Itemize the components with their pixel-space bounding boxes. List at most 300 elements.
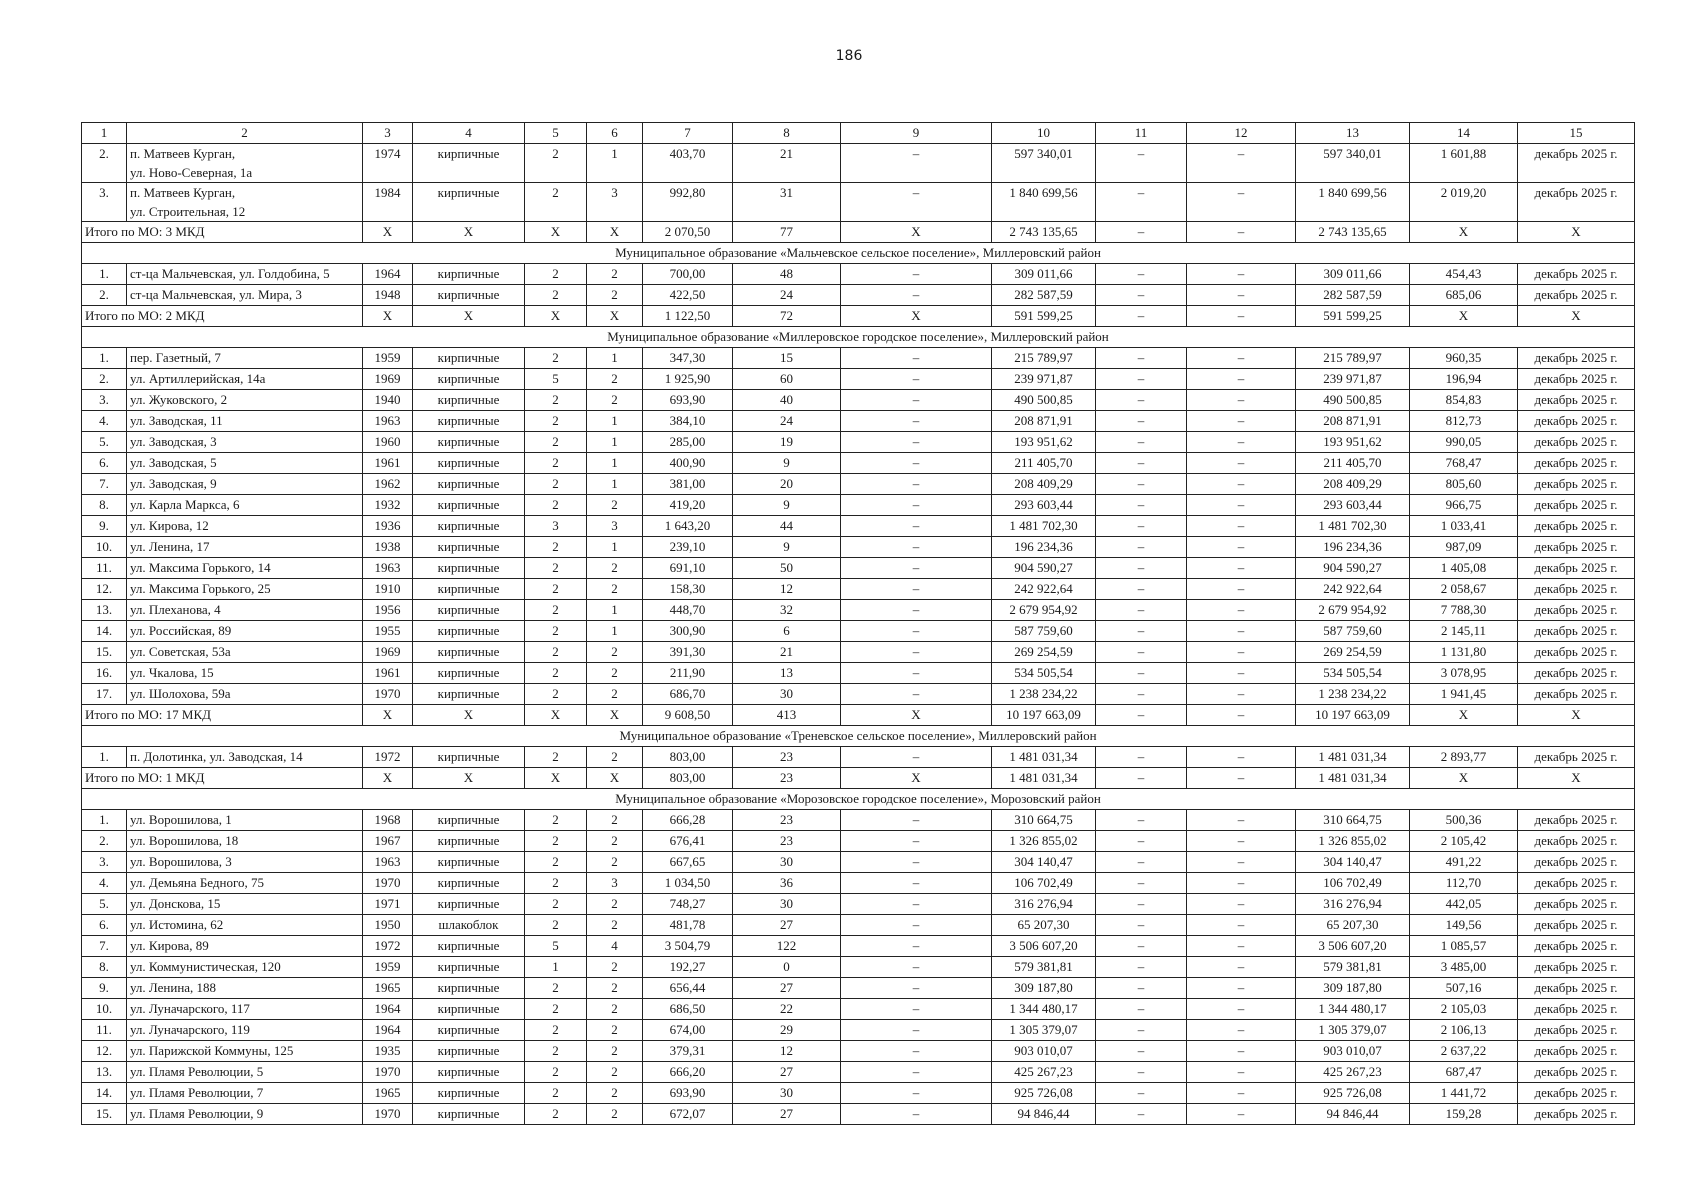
cell-c12: – xyxy=(1187,474,1296,495)
cell-c14: 1 085,57 xyxy=(1410,936,1518,957)
cell-c13: 309 187,80 xyxy=(1296,978,1410,999)
address-line: ул. Кирова, 12 xyxy=(130,518,209,533)
cell-c6: 2 xyxy=(587,579,643,600)
cell-c10: 2 679 954,92 xyxy=(992,600,1096,621)
row-number: 13. xyxy=(82,1062,127,1083)
cell-c5: 2 xyxy=(525,600,587,621)
cell-c13: 587 759,60 xyxy=(1296,621,1410,642)
cell-c8: 21 xyxy=(733,144,841,183)
cell-c13: 269 254,59 xyxy=(1296,642,1410,663)
cell-c9: – xyxy=(841,747,992,768)
column-number: 6 xyxy=(587,123,643,144)
cell-material: кирпичные xyxy=(413,894,525,915)
cell-material: кирпичные xyxy=(413,390,525,411)
cell-c8: 27 xyxy=(733,1104,841,1125)
address-cell xyxy=(127,453,363,474)
cell-c15: декабрь 2025 г. xyxy=(1518,1083,1635,1104)
cell-year: 1938 xyxy=(363,537,413,558)
cell-c11: – xyxy=(1096,411,1187,432)
cell-year: 1936 xyxy=(363,516,413,537)
cell-c5: 2 xyxy=(525,1104,587,1125)
cell-c15: декабрь 2025 г. xyxy=(1518,579,1635,600)
row-number: 3. xyxy=(82,183,127,222)
cell-year: 1940 xyxy=(363,390,413,411)
total-c5: X xyxy=(525,768,587,789)
cell-c8: 30 xyxy=(733,684,841,705)
cell-c11: – xyxy=(1096,183,1187,222)
cell-c12: – xyxy=(1187,747,1296,768)
cell-c15: декабрь 2025 г. xyxy=(1518,558,1635,579)
cell-c5: 2 xyxy=(525,537,587,558)
cell-c9: – xyxy=(841,873,992,894)
cell-c11: – xyxy=(1096,915,1187,936)
cell-c15: декабрь 2025 г. xyxy=(1518,642,1635,663)
table-row xyxy=(82,873,1635,894)
cell-c9: – xyxy=(841,810,992,831)
total-c14: X xyxy=(1410,705,1518,726)
cell-c11: – xyxy=(1096,621,1187,642)
address-line: ул. Максима Горького, 25 xyxy=(130,581,271,596)
cell-c8: 122 xyxy=(733,936,841,957)
cell-c8: 27 xyxy=(733,978,841,999)
cell-c7: 192,27 xyxy=(643,957,733,978)
row-number: 14. xyxy=(82,1083,127,1104)
cell-c12: – xyxy=(1187,936,1296,957)
row-number: 8. xyxy=(82,495,127,516)
cell-c5: 2 xyxy=(525,432,587,453)
cell-c12: – xyxy=(1187,516,1296,537)
cell-c15: декабрь 2025 г. xyxy=(1518,432,1635,453)
row-number: 3. xyxy=(82,390,127,411)
cell-c13: 925 726,08 xyxy=(1296,1083,1410,1104)
cell-c5: 2 xyxy=(525,999,587,1020)
cell-c14: 2 893,77 xyxy=(1410,747,1518,768)
cell-c7: 347,30 xyxy=(643,348,733,369)
cell-c13: 2 679 954,92 xyxy=(1296,600,1410,621)
column-number-row xyxy=(82,123,1635,144)
cell-c12: – xyxy=(1187,1041,1296,1062)
address-cell xyxy=(127,144,363,183)
cell-c11: – xyxy=(1096,957,1187,978)
table-row xyxy=(82,810,1635,831)
row-number: 2. xyxy=(82,369,127,390)
total-c13: 2 743 135,65 xyxy=(1296,222,1410,243)
cell-c8: 23 xyxy=(733,747,841,768)
cell-c15: декабрь 2025 г. xyxy=(1518,264,1635,285)
cell-c10: 208 409,29 xyxy=(992,474,1096,495)
address-cell xyxy=(127,684,363,705)
cell-c6: 4 xyxy=(587,936,643,957)
cell-c10: 904 590,27 xyxy=(992,558,1096,579)
table-row xyxy=(82,369,1635,390)
cell-c7: 1 034,50 xyxy=(643,873,733,894)
cell-c8: 9 xyxy=(733,495,841,516)
cell-material: кирпичные xyxy=(413,642,525,663)
address-line: ул. Ново-Северная, 1а xyxy=(130,165,253,180)
cell-year: 1964 xyxy=(363,999,413,1020)
cell-c14: 442,05 xyxy=(1410,894,1518,915)
total-c13: 591 599,25 xyxy=(1296,306,1410,327)
address-cell xyxy=(127,600,363,621)
address-cell xyxy=(127,1083,363,1104)
cell-c6: 1 xyxy=(587,474,643,495)
cell-c14: 2 019,20 xyxy=(1410,183,1518,222)
cell-c14: 3 078,95 xyxy=(1410,663,1518,684)
cell-c15: декабрь 2025 г. xyxy=(1518,936,1635,957)
cell-c5: 2 xyxy=(525,1062,587,1083)
cell-c10: 587 759,60 xyxy=(992,621,1096,642)
cell-year: 1950 xyxy=(363,915,413,936)
address-cell xyxy=(127,264,363,285)
cell-material: кирпичные xyxy=(413,411,525,432)
table-row xyxy=(82,1083,1635,1104)
cell-c15: декабрь 2025 г. xyxy=(1518,684,1635,705)
cell-year: 1969 xyxy=(363,642,413,663)
cell-c14: 454,43 xyxy=(1410,264,1518,285)
cell-c8: 29 xyxy=(733,1020,841,1041)
cell-c15: декабрь 2025 г. xyxy=(1518,183,1635,222)
cell-c15: декабрь 2025 г. xyxy=(1518,348,1635,369)
cell-c10: 309 187,80 xyxy=(992,978,1096,999)
address-line: ул. Истомина, 62 xyxy=(130,917,224,932)
cell-c11: – xyxy=(1096,936,1187,957)
cell-c10: 316 276,94 xyxy=(992,894,1096,915)
cell-c12: – xyxy=(1187,453,1296,474)
address-line: ул. Российская, 89 xyxy=(130,623,232,638)
cell-c8: 30 xyxy=(733,852,841,873)
column-number: 4 xyxy=(413,123,525,144)
table-row xyxy=(82,957,1635,978)
cell-c8: 48 xyxy=(733,264,841,285)
address-cell xyxy=(127,537,363,558)
cell-c14: 507,16 xyxy=(1410,978,1518,999)
cell-c15: декабрь 2025 г. xyxy=(1518,894,1635,915)
total-c8: 23 xyxy=(733,768,841,789)
column-number: 13 xyxy=(1296,123,1410,144)
cell-c12: – xyxy=(1187,621,1296,642)
cell-material: шлакоблок xyxy=(413,915,525,936)
cell-c13: 1 305 379,07 xyxy=(1296,1020,1410,1041)
cell-c14: 1 405,08 xyxy=(1410,558,1518,579)
column-number: 1 xyxy=(82,123,127,144)
address-line: ул. Советская, 53а xyxy=(130,644,231,659)
row-number: 7. xyxy=(82,936,127,957)
cell-c7: 666,28 xyxy=(643,810,733,831)
cell-c6: 2 xyxy=(587,810,643,831)
cell-c14: 1 441,72 xyxy=(1410,1083,1518,1104)
cell-c6: 2 xyxy=(587,1083,643,1104)
cell-year: 1932 xyxy=(363,495,413,516)
total-c10: 1 481 031,34 xyxy=(992,768,1096,789)
cell-c5: 2 xyxy=(525,810,587,831)
cell-c6: 2 xyxy=(587,264,643,285)
cell-c13: 1 344 480,17 xyxy=(1296,999,1410,1020)
cell-c13: 94 846,44 xyxy=(1296,1104,1410,1125)
cell-c10: 239 971,87 xyxy=(992,369,1096,390)
cell-c9: – xyxy=(841,411,992,432)
table-row xyxy=(82,495,1635,516)
cell-c14: 812,73 xyxy=(1410,411,1518,432)
row-number: 1. xyxy=(82,810,127,831)
cell-c7: 422,50 xyxy=(643,285,733,306)
cell-c5: 2 xyxy=(525,348,587,369)
cell-c8: 9 xyxy=(733,453,841,474)
row-number: 15. xyxy=(82,1104,127,1125)
cell-c13: 903 010,07 xyxy=(1296,1041,1410,1062)
cell-c10: 597 340,01 xyxy=(992,144,1096,183)
cell-c13: 1 840 699,56 xyxy=(1296,183,1410,222)
address-line: ул. Коммунистическая, 120 xyxy=(130,959,281,974)
table-row xyxy=(82,144,1635,183)
total-c9: X xyxy=(841,222,992,243)
total-c8: 72 xyxy=(733,306,841,327)
cell-c12: – xyxy=(1187,558,1296,579)
cell-c12: – xyxy=(1187,1062,1296,1083)
cell-year: 1955 xyxy=(363,621,413,642)
cell-material: кирпичные xyxy=(413,495,525,516)
cell-c8: 21 xyxy=(733,642,841,663)
cell-c7: 300,90 xyxy=(643,621,733,642)
cell-c15: декабрь 2025 г. xyxy=(1518,453,1635,474)
cell-c9: – xyxy=(841,831,992,852)
total-c5: X xyxy=(525,306,587,327)
cell-c15: декабрь 2025 г. xyxy=(1518,1062,1635,1083)
cell-c15: декабрь 2025 г. xyxy=(1518,411,1635,432)
address-line: ул. Заводская, 11 xyxy=(130,413,223,428)
address-cell xyxy=(127,558,363,579)
cell-c15: декабрь 2025 г. xyxy=(1518,957,1635,978)
cell-c10: 304 140,47 xyxy=(992,852,1096,873)
cell-c11: – xyxy=(1096,537,1187,558)
cell-c9: – xyxy=(841,537,992,558)
cell-c12: – xyxy=(1187,894,1296,915)
cell-c11: – xyxy=(1096,516,1187,537)
total-c9: X xyxy=(841,705,992,726)
cell-c7: 656,44 xyxy=(643,978,733,999)
table-row xyxy=(82,852,1635,873)
row-number: 5. xyxy=(82,894,127,915)
total-label: Итого по МО: 2 МКД xyxy=(82,306,363,327)
address-cell xyxy=(127,747,363,768)
cell-year: 1948 xyxy=(363,285,413,306)
table-row xyxy=(82,831,1635,852)
row-number: 7. xyxy=(82,474,127,495)
cell-c11: – xyxy=(1096,285,1187,306)
cell-c11: – xyxy=(1096,873,1187,894)
cell-year: 1962 xyxy=(363,474,413,495)
cell-c13: 3 506 607,20 xyxy=(1296,936,1410,957)
cell-c9: – xyxy=(841,894,992,915)
cell-year: 1964 xyxy=(363,264,413,285)
address-line: ул. Пламя Революции, 5 xyxy=(130,1064,264,1079)
cell-c15: декабрь 2025 г. xyxy=(1518,1041,1635,1062)
row-number: 10. xyxy=(82,999,127,1020)
cell-c12: – xyxy=(1187,873,1296,894)
cell-c6: 2 xyxy=(587,558,643,579)
table-row xyxy=(82,183,1635,222)
cell-year: 1959 xyxy=(363,957,413,978)
cell-c8: 20 xyxy=(733,474,841,495)
cell-c14: 500,36 xyxy=(1410,810,1518,831)
cell-c8: 12 xyxy=(733,1041,841,1062)
cell-c8: 23 xyxy=(733,831,841,852)
cell-c10: 309 011,66 xyxy=(992,264,1096,285)
address-cell xyxy=(127,810,363,831)
cell-c8: 30 xyxy=(733,894,841,915)
cell-c15: декабрь 2025 г. xyxy=(1518,621,1635,642)
cell-c12: – xyxy=(1187,957,1296,978)
cell-c8: 60 xyxy=(733,369,841,390)
cell-c14: 2 105,03 xyxy=(1410,999,1518,1020)
address-line: ул. Луначарского, 119 xyxy=(130,1022,250,1037)
cell-year: 1964 xyxy=(363,1020,413,1041)
cell-c13: 425 267,23 xyxy=(1296,1062,1410,1083)
cell-c6: 2 xyxy=(587,642,643,663)
address-line: ул. Ленина, 188 xyxy=(130,980,217,995)
address-cell xyxy=(127,285,363,306)
cell-material: кирпичные xyxy=(413,144,525,183)
municipality-section-row xyxy=(82,327,1635,348)
cell-c9: – xyxy=(841,495,992,516)
table-row xyxy=(82,684,1635,705)
cell-material: кирпичные xyxy=(413,873,525,894)
cell-c6: 2 xyxy=(587,1020,643,1041)
address-line: ул. Заводская, 9 xyxy=(130,476,217,491)
address-line: ст-ца Мальчевская, ул. Голдобина, 5 xyxy=(130,266,330,281)
cell-c8: 23 xyxy=(733,810,841,831)
address-cell xyxy=(127,183,363,222)
table-row xyxy=(82,579,1635,600)
address-cell xyxy=(127,852,363,873)
cell-c7: 239,10 xyxy=(643,537,733,558)
row-number: 1. xyxy=(82,264,127,285)
table-row xyxy=(82,936,1635,957)
total-c5: X xyxy=(525,705,587,726)
cell-c9: – xyxy=(841,432,992,453)
cell-c5: 2 xyxy=(525,495,587,516)
cell-c12: – xyxy=(1187,495,1296,516)
cell-c15: декабрь 2025 г. xyxy=(1518,1104,1635,1125)
cell-c15: декабрь 2025 г. xyxy=(1518,873,1635,894)
cell-c13: 304 140,47 xyxy=(1296,852,1410,873)
table-row xyxy=(82,978,1635,999)
cell-c10: 1 481 031,34 xyxy=(992,747,1096,768)
cell-c13: 904 590,27 xyxy=(1296,558,1410,579)
cell-year: 1965 xyxy=(363,978,413,999)
cell-c6: 2 xyxy=(587,285,643,306)
housing-registry-table xyxy=(81,122,1635,1125)
cell-c13: 65 207,30 xyxy=(1296,915,1410,936)
cell-c9: – xyxy=(841,957,992,978)
cell-material: кирпичные xyxy=(413,432,525,453)
cell-c6: 2 xyxy=(587,999,643,1020)
cell-c6: 2 xyxy=(587,1104,643,1125)
cell-c11: – xyxy=(1096,684,1187,705)
cell-material: кирпичные xyxy=(413,558,525,579)
address-line: ул. Пламя Революции, 7 xyxy=(130,1085,264,1100)
total-c3: X xyxy=(363,306,413,327)
cell-c12: – xyxy=(1187,831,1296,852)
cell-c10: 1 481 702,30 xyxy=(992,516,1096,537)
cell-material: кирпичные xyxy=(413,474,525,495)
total-c11: – xyxy=(1096,768,1187,789)
total-c9: X xyxy=(841,306,992,327)
table-row xyxy=(82,894,1635,915)
cell-c14: 1 941,45 xyxy=(1410,684,1518,705)
cell-material: кирпичные xyxy=(413,810,525,831)
cell-c13: 310 664,75 xyxy=(1296,810,1410,831)
cell-year: 1972 xyxy=(363,747,413,768)
cell-c5: 2 xyxy=(525,873,587,894)
cell-c13: 1 481 702,30 xyxy=(1296,516,1410,537)
cell-c10: 490 500,85 xyxy=(992,390,1096,411)
cell-c9: – xyxy=(841,579,992,600)
total-c4: X xyxy=(413,222,525,243)
cell-c11: – xyxy=(1096,432,1187,453)
cell-c11: – xyxy=(1096,348,1187,369)
total-c10: 591 599,25 xyxy=(992,306,1096,327)
cell-c11: – xyxy=(1096,894,1187,915)
row-number: 14. xyxy=(82,621,127,642)
address-cell xyxy=(127,579,363,600)
address-line: ул. Кирова, 89 xyxy=(130,938,209,953)
total-c7: 803,00 xyxy=(643,768,733,789)
cell-c7: 667,65 xyxy=(643,852,733,873)
cell-c7: 666,20 xyxy=(643,1062,733,1083)
cell-material: кирпичные xyxy=(413,285,525,306)
table-row xyxy=(82,264,1635,285)
total-c8: 413 xyxy=(733,705,841,726)
cell-year: 1965 xyxy=(363,1083,413,1104)
cell-c13: 579 381,81 xyxy=(1296,957,1410,978)
cell-c15: декабрь 2025 г. xyxy=(1518,915,1635,936)
cell-c7: 748,27 xyxy=(643,894,733,915)
cell-c7: 700,00 xyxy=(643,264,733,285)
municipality-section-row xyxy=(82,789,1635,810)
cell-c15: декабрь 2025 г. xyxy=(1518,495,1635,516)
address-cell xyxy=(127,495,363,516)
cell-c13: 239 971,87 xyxy=(1296,369,1410,390)
cell-c7: 403,70 xyxy=(643,144,733,183)
cell-c10: 196 234,36 xyxy=(992,537,1096,558)
cell-material: кирпичные xyxy=(413,348,525,369)
cell-c8: 19 xyxy=(733,432,841,453)
cell-c6: 3 xyxy=(587,873,643,894)
cell-c14: 2 106,13 xyxy=(1410,1020,1518,1041)
cell-c8: 50 xyxy=(733,558,841,579)
cell-material: кирпичные xyxy=(413,264,525,285)
cell-c12: – xyxy=(1187,411,1296,432)
cell-c7: 693,90 xyxy=(643,1083,733,1104)
row-number: 17. xyxy=(82,684,127,705)
cell-material: кирпичные xyxy=(413,936,525,957)
column-number: 15 xyxy=(1518,123,1635,144)
cell-c12: – xyxy=(1187,915,1296,936)
cell-c12: – xyxy=(1187,1104,1296,1125)
cell-c14: 159,28 xyxy=(1410,1104,1518,1125)
cell-c13: 1 481 031,34 xyxy=(1296,747,1410,768)
total-c6: X xyxy=(587,705,643,726)
table-row xyxy=(82,642,1635,663)
cell-c7: 693,90 xyxy=(643,390,733,411)
address-cell xyxy=(127,369,363,390)
cell-c13: 534 505,54 xyxy=(1296,663,1410,684)
cell-c8: 44 xyxy=(733,516,841,537)
cell-year: 1970 xyxy=(363,1062,413,1083)
cell-c10: 1 344 480,17 xyxy=(992,999,1096,1020)
column-number: 3 xyxy=(363,123,413,144)
municipality-title: Муниципальное образование «Морозовское городское поселение», Морозовский район xyxy=(82,789,1635,810)
